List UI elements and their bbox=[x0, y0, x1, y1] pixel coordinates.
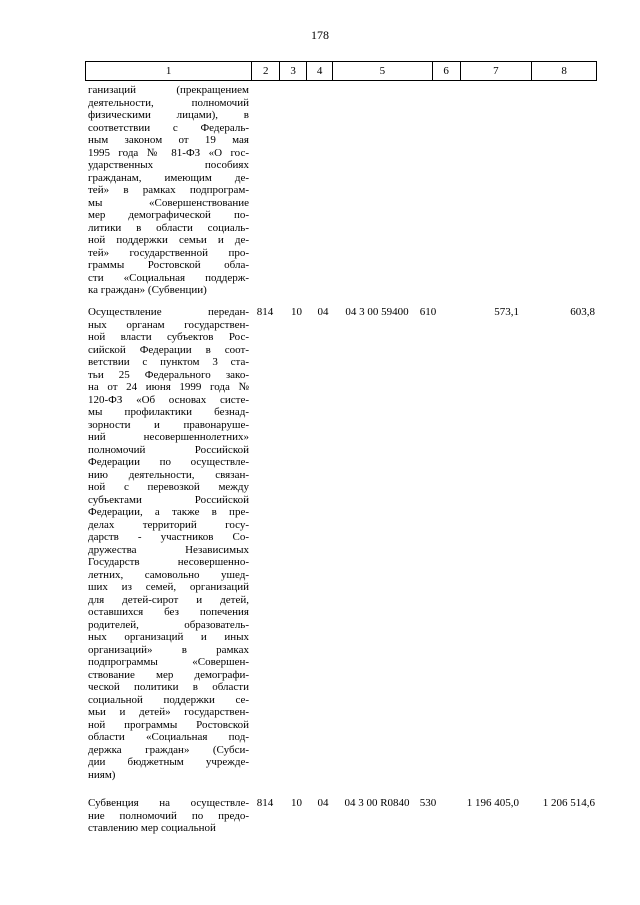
description-line: ной поддержки семьи и де- bbox=[88, 234, 249, 246]
header-col-6: 6 bbox=[433, 62, 461, 80]
description-line: ной программы Ростовской bbox=[88, 718, 249, 731]
description-line: ных органам государствен- bbox=[88, 318, 249, 331]
row-1-col-4: 04 bbox=[317, 306, 329, 318]
row-2-col-6: 530 bbox=[419, 797, 437, 809]
description-line: мер демографической по- bbox=[88, 209, 249, 221]
description-line: нию деятельности, связан- bbox=[88, 468, 249, 481]
header-col-7: 7 bbox=[461, 62, 533, 80]
row-2-col-3: 10 bbox=[291, 797, 302, 809]
description-line: ниям) bbox=[88, 768, 116, 781]
row-1-col-3: 10 bbox=[291, 306, 302, 318]
description-line: ние полномочий по предо- bbox=[88, 809, 249, 822]
description-line: субъектами Российской bbox=[88, 493, 249, 506]
description-line: организаций» в рамках bbox=[88, 643, 249, 656]
row-2-col-2: 814 bbox=[256, 797, 274, 809]
description-line: ставлению мер социальной bbox=[88, 822, 216, 834]
description-line: на от 24 июня 1999 года № bbox=[88, 381, 249, 393]
row-1-col-6: 610 bbox=[419, 306, 437, 318]
description-line: держка граждан» (Субси- bbox=[88, 743, 249, 756]
description-line: ударственных пособиях bbox=[88, 159, 249, 171]
description-line: литики в области социаль- bbox=[88, 221, 249, 234]
description-line: ствование мер демографи- bbox=[88, 668, 249, 681]
description-line: ной власти субъектов Рос- bbox=[88, 331, 249, 343]
description-line: ческой политики в области bbox=[88, 681, 249, 693]
description-line: ной с перевозкой между bbox=[88, 481, 249, 493]
row-2-col-8: 1 206 514,6 bbox=[542, 797, 595, 809]
description-line: полномочий Российской bbox=[88, 443, 249, 456]
description-line: дии бюджетным учрежде- bbox=[88, 756, 249, 768]
description-line: мы «Совершенствование bbox=[88, 196, 249, 209]
header-col-5: 5 bbox=[333, 62, 433, 80]
description-line: Федерации, а также в пре- bbox=[88, 506, 249, 518]
description-line: 120-ФЗ «Об основах систе- bbox=[88, 393, 249, 406]
description-line: гражданам, имеющим де- bbox=[88, 171, 249, 184]
description-line: тьи 25 Федерального зако- bbox=[88, 368, 249, 381]
header-col-8: 8 bbox=[561, 65, 567, 77]
description-line: Федерации по осуществле- bbox=[88, 456, 249, 468]
row-1-description bbox=[88, 306, 249, 781]
table-header bbox=[85, 61, 597, 81]
description-line: оставшихся без попечения bbox=[88, 606, 249, 618]
header-col-2: 2 bbox=[252, 62, 280, 80]
row-2-col-4: 04 bbox=[317, 797, 329, 809]
description-line: сти «Социальная поддерж- bbox=[88, 271, 249, 284]
description-line: родителей, образователь- bbox=[88, 618, 249, 631]
description-line: ветствии с пунктом 3 ста- bbox=[88, 356, 249, 368]
row-1-col-8: 603,8 bbox=[570, 306, 595, 318]
description-line: Государств несовершенно- bbox=[88, 556, 249, 568]
description-line: дарств - участников Со- bbox=[88, 531, 249, 543]
header-col-4: 4 bbox=[307, 62, 333, 80]
description-line: сийской Федерации в соот- bbox=[88, 343, 249, 356]
row-0-description bbox=[88, 84, 249, 297]
description-line: граммы Ростовской обла- bbox=[88, 259, 249, 271]
row-1-col-5: 04 3 00 59400 bbox=[345, 306, 409, 318]
row-1-col-7: 573,1 bbox=[494, 306, 519, 318]
header-col-3: 3 bbox=[280, 62, 307, 80]
description-line: ных организаций и иных bbox=[88, 631, 249, 643]
description-line: мы профилактики безнад- bbox=[88, 406, 249, 418]
page-number: 178 bbox=[311, 28, 329, 42]
description-line: ний несовершеннолетних» bbox=[88, 431, 249, 443]
description-line: ка граждан» (Субвенции) bbox=[88, 284, 207, 296]
description-line: соответствии с Федераль- bbox=[88, 121, 249, 134]
row-2-col-7: 1 196 405,0 bbox=[466, 797, 519, 809]
row-2-col-5: 04 3 00 R0840 bbox=[344, 797, 410, 809]
description-line: летних, самовольно ушед- bbox=[88, 568, 249, 581]
row-2-description bbox=[88, 797, 249, 835]
description-line: 1995 года № 81-ФЗ «О гос- bbox=[88, 146, 249, 159]
description-line: для детей-сирот и детей, bbox=[88, 593, 249, 606]
description-line: делах территорий госу- bbox=[88, 518, 249, 531]
description-line: тей» в рамках подпрограм- bbox=[88, 184, 249, 196]
description-line: зорности и правонаруше- bbox=[88, 418, 249, 431]
row-1-col-2: 814 bbox=[256, 306, 274, 318]
description-line: ганизаций (прекращением bbox=[88, 84, 249, 96]
description-line: Субвенция на осуществле- bbox=[88, 797, 249, 809]
description-line: ным законом от 19 мая bbox=[88, 134, 249, 146]
description-line: подпрограммы «Совершен- bbox=[88, 656, 249, 668]
description-line: физическими лицами), в bbox=[88, 109, 249, 121]
description-line: деятельности, полномочий bbox=[88, 96, 249, 109]
description-line: тей» государственной про- bbox=[88, 246, 249, 259]
description-line: Осуществление передан- bbox=[88, 306, 249, 318]
description-line: дружества Независимых bbox=[88, 543, 249, 556]
description-line: области «Социальная под- bbox=[88, 731, 249, 743]
header-col-1: 1 bbox=[86, 62, 252, 80]
description-line: социальной поддержки се- bbox=[88, 693, 249, 706]
description-line: мьи и детей» государствен- bbox=[88, 706, 249, 718]
description-line: ших из семей, организаций bbox=[88, 581, 249, 593]
